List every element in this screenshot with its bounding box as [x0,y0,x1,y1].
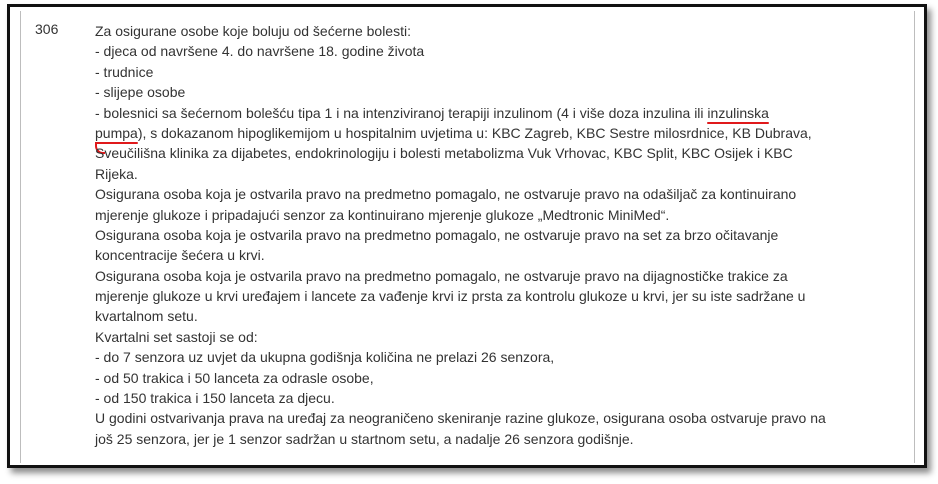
text-line: još 25 senzora, jer je 1 senzor sadržan u startnom setu, a nadalje 26 senzora godišnje. [95,430,634,447]
text-line: Sveučilišna klinika za dijabetes, endokrinologiju i bolesti metabolizma Vuk Vrhovac, KBC Split, KBC Osijek i KBC [95,145,793,162]
text-line: kvartalnom setu. [95,308,198,325]
text-line [95,103,905,123]
text-segment: ), s dokazanom hipoglikemijom u hospitalnim uvjetima u: KBC Zagreb, KBC Sestre milosrdnice, KB Dubrava, [137,124,812,141]
text-line: Osigurana osoba koja je ostvarila pravo na predmetno pomagalo, ne ostvaruje pravo na dijagnostičke trakice za [95,267,788,284]
text-line: - od 50 trakica i 50 lanceta za odrasle osobe, [95,369,374,386]
text-line: koncentracije šećera u krvi. [95,247,265,264]
text-line: - slijepe osobe [95,84,186,101]
text-line: mjerenje glukoze i pripadajući senzor za kontinuirano mjerenje glukoze „Medtronic MiniMed“. [95,206,670,223]
screenshot-frame [7,4,927,468]
text-line: - trudnice [95,63,154,80]
row-number: 306 [35,21,59,37]
text-line: mjerenje glukoze u krvi uređajem i lancete za vađenje krvi iz prsta za kontrolu glukoze u krvi, jer su iste sadržane u [95,288,806,305]
highlighted-term: inzulinska [707,104,769,121]
text-line: - od 150 trakica i 150 lanceta za djecu. [95,390,335,407]
highlighted-term: pumpa [95,124,138,141]
text-line: - do 7 senzora uz uvjet da ukupna godišnja količina ne prelazi 26 senzora, [95,349,555,366]
text-segment: - bolesnici sa šećernom bolešću tipa 1 i na intenziviranoj terapiji inzulinom (4 i više doza inzulina ili [95,104,708,121]
table-row [20,11,915,463]
text-line: Osigurana osoba koja je ostvarila pravo na predmetno pomagalo, ne ostvaruje pravo na set za brzo očitavanje [95,226,779,243]
row-description [95,21,905,449]
text-line: - djeca od navršene 4. do navršene 18. godine života [95,43,425,60]
text-line: U godini ostvarivanja prava na uređaj za neograničeno skeniranje razine glukoze, osigurana osoba ostvaruje pravo na [95,410,826,427]
text-line: Za osigurane osobe koje boluju od šećerne bolesti: [95,23,411,39]
text-line: Rijeka. [95,165,138,182]
text-line: Kvartalni set sastoji se od: [95,328,258,345]
text-line: Osigurana osoba koja je ostvarila pravo na predmetno pomagalo, ne ostvaruje pravo na odašiljač za kontinuirano [95,186,797,203]
text-line [95,123,905,143]
